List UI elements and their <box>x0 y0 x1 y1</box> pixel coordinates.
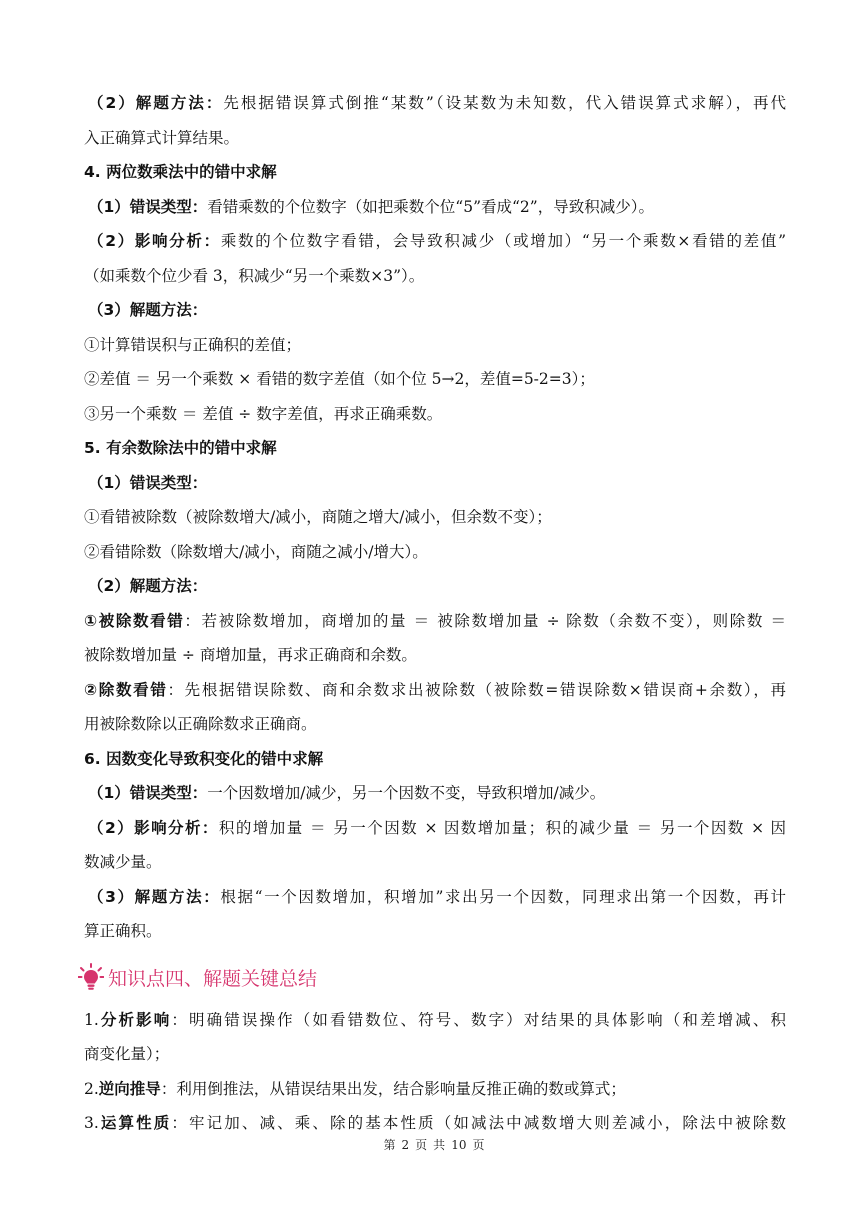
current-page-number: 2 <box>401 1138 410 1152</box>
list-item: ②看错除数（除数增大/减小，商随之减小/增大）。 <box>84 542 428 561</box>
page-footer: 第 2 页 共 10 页 <box>383 1138 485 1152</box>
paragraph: （1）错误类型：一个因数增加/减少，另一个因数不变，导致积增加/减少。 <box>88 784 606 802</box>
paragraph: （2）解题方法：先根据错误算式倒推“某数”（设某数为未知数，代入错误算式求解），再代 <box>88 94 786 112</box>
list-item: ②差值 ＝ 另一个乘数 × 看错的数字差值（如个位 5→2，差值=5-2=3）； <box>84 370 595 388</box>
summary-item: 2.逆向推导：利用倒推法，从错误结果出发，结合影响量反推正确的数或算式； <box>84 1079 626 1098</box>
document-page <box>84 86 786 1141</box>
knowledge-point-title: 知识点四、解题关键总结 <box>108 968 318 990</box>
paragraph-continuation: 数减少量。 <box>84 853 162 871</box>
summary-item: 3.运算性质：牢记加、减、乘、除的基本性质（如减法中减数增大则差减小，除法中被除数 <box>84 1114 786 1132</box>
paragraph: （2）影响分析：乘数的个位数字看错，会导致积减少（或增加）“另一个乘数×看错的差值” <box>88 232 786 250</box>
paragraph-continuation: 算正确积。 <box>84 922 162 940</box>
section-heading: 6. 因数变化导致积变化的错中求解 <box>84 749 324 768</box>
paragraph: （3）解题方法： <box>88 301 208 319</box>
paragraph: （2）影响分析：积的增加量 ＝ 另一个因数 × 因数增加量；积的减少量 ＝ 另一个因数 × 因 <box>88 818 786 837</box>
paragraph-continuation: （如乘数个位少看 3，积减少“另一个乘数×3”）。 <box>84 266 425 285</box>
total-page-count: 10 <box>451 1138 467 1152</box>
paragraph: （2）解题方法： <box>88 577 208 595</box>
paragraph: ①被除数看错：若被除数增加，商增加的量 ＝ 被除数增加量 ÷ 除数（余数不变），则除数 ＝ <box>84 611 787 630</box>
summary-item: 1.分析影响：明确错误操作（如看错数位、符号、数字）对结果的具体影响（和差增减、积 <box>84 1010 786 1029</box>
paragraph: （3）解题方法：根据“一个因数增加，积增加”求出另一个因数，同理求出第一个因数，再计 <box>88 887 786 906</box>
section-heading: 4. 两位数乘法中的错中求解 <box>84 163 277 181</box>
list-item: ①看错被除数（被除数增大/减小，商随之增大/减小，但余数不变）； <box>84 508 552 526</box>
summary-item-continuation: 商变化量）； <box>84 1045 170 1063</box>
paragraph: ②除数看错：先根据错误除数、商和余数求出被除数（被除数=错误除数×错误商+余数），再 <box>84 680 786 699</box>
paragraph: （1）错误类型：看错乘数的个位数字（如把乘数个位“5”看成“2”，导致积减少）。 <box>88 197 654 216</box>
paragraph-continuation: 用被除数除以正确除数求正确商。 <box>84 715 317 733</box>
list-item: ①计算错误积与正确积的差值； <box>84 335 302 354</box>
lightbulb-icon <box>78 963 104 993</box>
section-heading: 5. 有余数除法中的错中求解 <box>84 439 277 457</box>
list-item: ③另一个乘数 ＝ 差值 ÷ 数字差值，再求正确乘数。 <box>84 404 443 423</box>
paragraph-continuation: 入正确算式计算结果。 <box>84 128 240 147</box>
knowledge-point-heading <box>84 955 786 1001</box>
paragraph-continuation: 被除数增加量 ÷ 商增加量，再求正确商和余数。 <box>84 646 417 664</box>
paragraph: （1）错误类型： <box>88 473 208 492</box>
